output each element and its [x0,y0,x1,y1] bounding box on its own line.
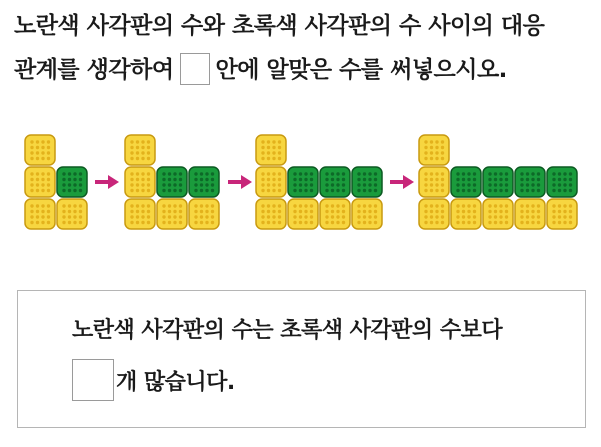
green-tile [320,167,350,197]
yellow-tile [419,199,449,229]
question-line-1: 노란색 사각판의 수와 초록색 사각판의 수 사이의 대응 [14,13,545,39]
answer-box [17,290,586,428]
yellow-tile [157,199,187,229]
arrow-right-icon [228,175,252,189]
green-tile [352,167,382,197]
green-tile [483,167,513,197]
green-tile [547,167,577,197]
green-tile [515,167,545,197]
yellow-tile [25,199,55,229]
yellow-tile [419,167,449,197]
yellow-tile [451,199,481,229]
green-tile [288,167,318,197]
yellow-tile [57,199,87,229]
yellow-tile [25,135,55,165]
green-tile [57,167,87,197]
question-line-2 [14,48,594,92]
yellow-tile [25,167,55,197]
yellow-tile [125,167,155,197]
yellow-tile [189,199,219,229]
answer-line-2-text: 개 많습니다. [116,369,235,395]
answer-line-2 [72,359,235,401]
question-blank-box [180,53,210,85]
yellow-tile [125,199,155,229]
green-tile [451,167,481,197]
answer-line-1: 노란색 사각판의 수는 초록색 사각판의 수보다 [72,318,503,343]
yellow-tile [288,199,318,229]
arrow-right-icon [390,175,414,189]
answer-blank-input[interactable] [72,359,114,401]
question-line-2-end: 안에 알맞은 수를 써넣으시오. [215,57,507,83]
question-text [14,4,594,92]
yellow-tile [419,135,449,165]
yellow-tile [256,199,286,229]
green-tile [189,167,219,197]
yellow-tile [547,199,577,229]
yellow-tile [256,135,286,165]
tile-pattern-svg [0,120,601,240]
yellow-tile [125,135,155,165]
yellow-tile [320,199,350,229]
arrow-right-icon [95,175,119,189]
yellow-tile [515,199,545,229]
yellow-tile [256,167,286,197]
green-tile [157,167,187,197]
yellow-tile [483,199,513,229]
tile-pattern-figure [0,120,601,240]
question-line-2-start: 관계를 생각하여 [14,57,174,83]
yellow-tile [352,199,382,229]
